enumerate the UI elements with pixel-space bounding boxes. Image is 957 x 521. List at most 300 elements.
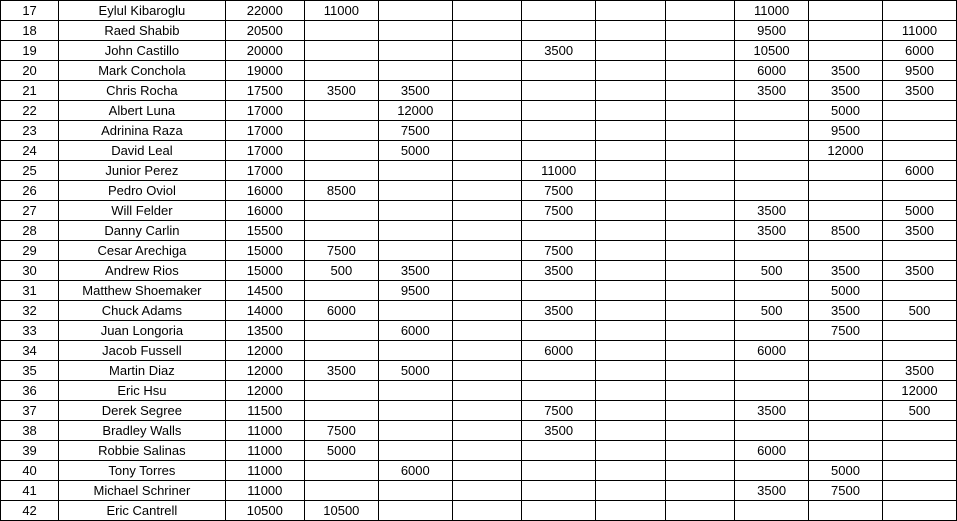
value-cell[interactable] (809, 201, 883, 221)
value-cell[interactable]: 11500 (225, 401, 304, 421)
value-cell[interactable] (378, 201, 452, 221)
value-cell[interactable] (882, 241, 956, 261)
name-cell[interactable]: Jacob Fussell (59, 341, 226, 361)
value-cell[interactable]: 5000 (809, 281, 883, 301)
value-cell[interactable] (596, 21, 666, 41)
value-cell[interactable]: 5000 (304, 441, 378, 461)
value-cell[interactable] (735, 321, 809, 341)
row-number-cell[interactable]: 21 (1, 81, 59, 101)
name-cell[interactable]: Cesar Arechiga (59, 241, 226, 261)
value-cell[interactable] (452, 81, 522, 101)
value-cell[interactable]: 15000 (225, 261, 304, 281)
value-cell[interactable] (596, 381, 666, 401)
value-cell[interactable] (596, 141, 666, 161)
value-cell[interactable]: 3500 (735, 201, 809, 221)
value-cell[interactable] (452, 101, 522, 121)
value-cell[interactable] (596, 281, 666, 301)
value-cell[interactable] (809, 241, 883, 261)
value-cell[interactable]: 7500 (522, 201, 596, 221)
row-number-cell[interactable]: 40 (1, 461, 59, 481)
value-cell[interactable] (378, 161, 452, 181)
value-cell[interactable] (378, 501, 452, 521)
value-cell[interactable] (665, 101, 735, 121)
value-cell[interactable]: 5000 (809, 461, 883, 481)
row-number-cell[interactable]: 27 (1, 201, 59, 221)
value-cell[interactable] (452, 1, 522, 21)
value-cell[interactable]: 12000 (225, 361, 304, 381)
value-cell[interactable] (665, 441, 735, 461)
value-cell[interactable] (304, 41, 378, 61)
value-cell[interactable]: 11000 (225, 421, 304, 441)
name-cell[interactable]: Adrinina Raza (59, 121, 226, 141)
value-cell[interactable] (596, 361, 666, 381)
value-cell[interactable] (665, 241, 735, 261)
value-cell[interactable]: 10500 (304, 501, 378, 521)
value-cell[interactable] (735, 501, 809, 521)
value-cell[interactable] (809, 181, 883, 201)
value-cell[interactable] (522, 1, 596, 21)
value-cell[interactable]: 6000 (304, 301, 378, 321)
value-cell[interactable] (596, 481, 666, 501)
name-cell[interactable]: Tony Torres (59, 461, 226, 481)
name-cell[interactable]: Michael Schriner (59, 481, 226, 501)
value-cell[interactable] (522, 361, 596, 381)
value-cell[interactable] (522, 221, 596, 241)
value-cell[interactable] (596, 121, 666, 141)
value-cell[interactable] (665, 381, 735, 401)
value-cell[interactable] (452, 341, 522, 361)
value-cell[interactable] (665, 281, 735, 301)
value-cell[interactable]: 15000 (225, 241, 304, 261)
value-cell[interactable] (378, 1, 452, 21)
value-cell[interactable] (596, 241, 666, 261)
value-cell[interactable]: 3500 (809, 261, 883, 281)
value-cell[interactable] (378, 221, 452, 241)
value-cell[interactable] (882, 341, 956, 361)
value-cell[interactable] (596, 341, 666, 361)
value-cell[interactable] (665, 81, 735, 101)
value-cell[interactable] (882, 481, 956, 501)
value-cell[interactable] (596, 221, 666, 241)
value-cell[interactable] (452, 501, 522, 521)
value-cell[interactable]: 13500 (225, 321, 304, 341)
value-cell[interactable] (596, 301, 666, 321)
value-cell[interactable] (809, 41, 883, 61)
value-cell[interactable] (665, 501, 735, 521)
value-cell[interactable] (596, 61, 666, 81)
value-cell[interactable] (378, 181, 452, 201)
value-cell[interactable] (304, 141, 378, 161)
value-cell[interactable] (665, 1, 735, 21)
value-cell[interactable]: 17000 (225, 101, 304, 121)
value-cell[interactable] (596, 181, 666, 201)
row-number-cell[interactable]: 28 (1, 221, 59, 241)
value-cell[interactable] (735, 141, 809, 161)
value-cell[interactable] (304, 461, 378, 481)
value-cell[interactable] (735, 101, 809, 121)
name-cell[interactable]: Eylul Kibaroglu (59, 1, 226, 21)
value-cell[interactable]: 3500 (882, 361, 956, 381)
value-cell[interactable] (809, 401, 883, 421)
value-cell[interactable]: 7500 (304, 421, 378, 441)
value-cell[interactable]: 6000 (735, 341, 809, 361)
value-cell[interactable] (452, 321, 522, 341)
value-cell[interactable] (665, 181, 735, 201)
row-number-cell[interactable]: 26 (1, 181, 59, 201)
name-cell[interactable]: Chris Rocha (59, 81, 226, 101)
row-number-cell[interactable]: 37 (1, 401, 59, 421)
value-cell[interactable] (596, 201, 666, 221)
name-cell[interactable]: Andrew Rios (59, 261, 226, 281)
value-cell[interactable]: 3500 (735, 221, 809, 241)
value-cell[interactable] (378, 441, 452, 461)
value-cell[interactable] (809, 381, 883, 401)
value-cell[interactable]: 3500 (882, 81, 956, 101)
name-cell[interactable]: Danny Carlin (59, 221, 226, 241)
value-cell[interactable] (665, 201, 735, 221)
value-cell[interactable] (452, 161, 522, 181)
value-cell[interactable]: 20500 (225, 21, 304, 41)
value-cell[interactable]: 6000 (882, 161, 956, 181)
value-cell[interactable] (452, 421, 522, 441)
value-cell[interactable] (304, 121, 378, 141)
value-cell[interactable]: 7500 (809, 321, 883, 341)
value-cell[interactable]: 11000 (225, 441, 304, 461)
value-cell[interactable] (665, 261, 735, 281)
value-cell[interactable]: 3500 (735, 401, 809, 421)
value-cell[interactable] (304, 61, 378, 81)
name-cell[interactable]: Raed Shabib (59, 21, 226, 41)
value-cell[interactable] (809, 441, 883, 461)
value-cell[interactable] (596, 401, 666, 421)
value-cell[interactable]: 3500 (378, 261, 452, 281)
name-cell[interactable]: Martin Diaz (59, 361, 226, 381)
value-cell[interactable] (735, 181, 809, 201)
value-cell[interactable] (452, 361, 522, 381)
value-cell[interactable]: 12000 (882, 381, 956, 401)
value-cell[interactable] (596, 101, 666, 121)
value-cell[interactable] (665, 341, 735, 361)
value-cell[interactable] (452, 281, 522, 301)
value-cell[interactable]: 3500 (735, 81, 809, 101)
value-cell[interactable]: 500 (735, 261, 809, 281)
value-cell[interactable] (452, 141, 522, 161)
value-cell[interactable] (378, 301, 452, 321)
value-cell[interactable]: 9500 (735, 21, 809, 41)
value-cell[interactable] (378, 41, 452, 61)
value-cell[interactable] (735, 381, 809, 401)
value-cell[interactable] (452, 121, 522, 141)
name-cell[interactable]: Derek Segree (59, 401, 226, 421)
value-cell[interactable] (522, 121, 596, 141)
value-cell[interactable] (596, 261, 666, 281)
value-cell[interactable]: 7500 (522, 401, 596, 421)
value-cell[interactable]: 16000 (225, 201, 304, 221)
value-cell[interactable] (882, 181, 956, 201)
value-cell[interactable] (452, 41, 522, 61)
name-cell[interactable]: Matthew Shoemaker (59, 281, 226, 301)
value-cell[interactable] (665, 221, 735, 241)
value-cell[interactable] (596, 41, 666, 61)
row-number-cell[interactable]: 36 (1, 381, 59, 401)
value-cell[interactable] (304, 481, 378, 501)
value-cell[interactable]: 500 (882, 401, 956, 421)
value-cell[interactable]: 3500 (522, 41, 596, 61)
value-cell[interactable] (304, 161, 378, 181)
value-cell[interactable]: 11000 (304, 1, 378, 21)
value-cell[interactable] (596, 421, 666, 441)
value-cell[interactable] (665, 461, 735, 481)
value-cell[interactable] (452, 201, 522, 221)
value-cell[interactable] (665, 141, 735, 161)
name-cell[interactable]: John Castillo (59, 41, 226, 61)
row-number-cell[interactable]: 31 (1, 281, 59, 301)
value-cell[interactable] (665, 321, 735, 341)
value-cell[interactable]: 9500 (809, 121, 883, 141)
value-cell[interactable] (665, 21, 735, 41)
value-cell[interactable]: 11000 (522, 161, 596, 181)
value-cell[interactable]: 6000 (882, 41, 956, 61)
value-cell[interactable] (735, 241, 809, 261)
value-cell[interactable]: 22000 (225, 1, 304, 21)
name-cell[interactable]: David Leal (59, 141, 226, 161)
value-cell[interactable] (735, 281, 809, 301)
value-cell[interactable]: 6000 (522, 341, 596, 361)
row-number-cell[interactable]: 32 (1, 301, 59, 321)
value-cell[interactable] (452, 181, 522, 201)
row-number-cell[interactable]: 17 (1, 1, 59, 21)
value-cell[interactable] (452, 21, 522, 41)
value-cell[interactable] (304, 101, 378, 121)
value-cell[interactable]: 10500 (735, 41, 809, 61)
value-cell[interactable] (809, 21, 883, 41)
value-cell[interactable]: 7500 (809, 481, 883, 501)
name-cell[interactable]: Albert Luna (59, 101, 226, 121)
value-cell[interactable]: 14500 (225, 281, 304, 301)
value-cell[interactable] (882, 501, 956, 521)
value-cell[interactable] (452, 241, 522, 261)
value-cell[interactable] (665, 61, 735, 81)
value-cell[interactable] (735, 121, 809, 141)
value-cell[interactable] (882, 281, 956, 301)
value-cell[interactable] (452, 261, 522, 281)
row-number-cell[interactable]: 18 (1, 21, 59, 41)
value-cell[interactable] (882, 141, 956, 161)
value-cell[interactable] (304, 281, 378, 301)
value-cell[interactable]: 9500 (378, 281, 452, 301)
value-cell[interactable]: 11000 (225, 481, 304, 501)
value-cell[interactable] (735, 421, 809, 441)
value-cell[interactable] (596, 501, 666, 521)
value-cell[interactable] (452, 461, 522, 481)
value-cell[interactable]: 5000 (378, 141, 452, 161)
row-number-cell[interactable]: 19 (1, 41, 59, 61)
value-cell[interactable] (452, 61, 522, 81)
row-number-cell[interactable]: 33 (1, 321, 59, 341)
value-cell[interactable]: 3500 (378, 81, 452, 101)
value-cell[interactable] (882, 421, 956, 441)
value-cell[interactable] (452, 401, 522, 421)
value-cell[interactable] (304, 321, 378, 341)
value-cell[interactable] (596, 81, 666, 101)
value-cell[interactable] (665, 481, 735, 501)
value-cell[interactable] (522, 81, 596, 101)
value-cell[interactable] (809, 1, 883, 21)
name-cell[interactable]: Juan Longoria (59, 321, 226, 341)
row-number-cell[interactable]: 35 (1, 361, 59, 381)
value-cell[interactable]: 12000 (809, 141, 883, 161)
value-cell[interactable] (882, 101, 956, 121)
value-cell[interactable] (378, 421, 452, 441)
value-cell[interactable]: 5000 (882, 201, 956, 221)
value-cell[interactable]: 11000 (882, 21, 956, 41)
value-cell[interactable] (665, 301, 735, 321)
name-cell[interactable]: Mark Conchola (59, 61, 226, 81)
value-cell[interactable]: 7500 (522, 241, 596, 261)
value-cell[interactable] (596, 1, 666, 21)
row-number-cell[interactable]: 25 (1, 161, 59, 181)
value-cell[interactable]: 15500 (225, 221, 304, 241)
name-cell[interactable]: Robbie Salinas (59, 441, 226, 461)
value-cell[interactable] (304, 21, 378, 41)
value-cell[interactable]: 7500 (522, 181, 596, 201)
value-cell[interactable]: 6000 (735, 441, 809, 461)
row-number-cell[interactable]: 39 (1, 441, 59, 461)
value-cell[interactable] (596, 321, 666, 341)
name-cell[interactable]: Junior Perez (59, 161, 226, 181)
value-cell[interactable] (809, 361, 883, 381)
value-cell[interactable] (882, 321, 956, 341)
value-cell[interactable] (665, 121, 735, 141)
value-cell[interactable] (304, 201, 378, 221)
value-cell[interactable] (809, 161, 883, 181)
value-cell[interactable]: 17500 (225, 81, 304, 101)
value-cell[interactable]: 10500 (225, 501, 304, 521)
value-cell[interactable]: 16000 (225, 181, 304, 201)
value-cell[interactable] (735, 161, 809, 181)
value-cell[interactable] (378, 21, 452, 41)
value-cell[interactable] (378, 381, 452, 401)
name-cell[interactable]: Eric Cantrell (59, 501, 226, 521)
value-cell[interactable] (452, 441, 522, 461)
value-cell[interactable]: 3500 (304, 81, 378, 101)
value-cell[interactable]: 3500 (522, 261, 596, 281)
value-cell[interactable] (665, 361, 735, 381)
value-cell[interactable] (522, 61, 596, 81)
value-cell[interactable] (882, 1, 956, 21)
value-cell[interactable]: 5000 (809, 101, 883, 121)
value-cell[interactable] (809, 421, 883, 441)
value-cell[interactable] (735, 361, 809, 381)
row-number-cell[interactable]: 23 (1, 121, 59, 141)
value-cell[interactable]: 17000 (225, 161, 304, 181)
value-cell[interactable] (522, 101, 596, 121)
value-cell[interactable] (522, 381, 596, 401)
value-cell[interactable]: 3500 (809, 301, 883, 321)
value-cell[interactable] (882, 121, 956, 141)
value-cell[interactable] (378, 341, 452, 361)
row-number-cell[interactable]: 24 (1, 141, 59, 161)
value-cell[interactable]: 500 (882, 301, 956, 321)
value-cell[interactable]: 20000 (225, 41, 304, 61)
value-cell[interactable] (882, 461, 956, 481)
value-cell[interactable]: 7500 (378, 121, 452, 141)
value-cell[interactable] (522, 501, 596, 521)
row-number-cell[interactable]: 29 (1, 241, 59, 261)
value-cell[interactable]: 12000 (225, 381, 304, 401)
value-cell[interactable]: 5000 (378, 361, 452, 381)
value-cell[interactable]: 3500 (522, 301, 596, 321)
value-cell[interactable] (596, 461, 666, 481)
value-cell[interactable]: 8500 (304, 181, 378, 201)
value-cell[interactable] (304, 401, 378, 421)
value-cell[interactable]: 6000 (378, 461, 452, 481)
value-cell[interactable] (304, 221, 378, 241)
value-cell[interactable]: 9500 (882, 61, 956, 81)
value-cell[interactable]: 17000 (225, 121, 304, 141)
value-cell[interactable] (304, 381, 378, 401)
value-cell[interactable]: 17000 (225, 141, 304, 161)
value-cell[interactable]: 3500 (304, 361, 378, 381)
value-cell[interactable] (735, 461, 809, 481)
value-cell[interactable]: 8500 (809, 221, 883, 241)
row-number-cell[interactable]: 20 (1, 61, 59, 81)
value-cell[interactable] (522, 321, 596, 341)
name-cell[interactable]: Will Felder (59, 201, 226, 221)
value-cell[interactable]: 3500 (882, 221, 956, 241)
value-cell[interactable]: 14000 (225, 301, 304, 321)
value-cell[interactable]: 12000 (225, 341, 304, 361)
value-cell[interactable]: 500 (735, 301, 809, 321)
name-cell[interactable]: Pedro Oviol (59, 181, 226, 201)
value-cell[interactable] (596, 441, 666, 461)
value-cell[interactable]: 6000 (735, 61, 809, 81)
value-cell[interactable] (378, 481, 452, 501)
value-cell[interactable] (304, 341, 378, 361)
name-cell[interactable]: Chuck Adams (59, 301, 226, 321)
row-number-cell[interactable]: 34 (1, 341, 59, 361)
value-cell[interactable]: 6000 (378, 321, 452, 341)
value-cell[interactable] (596, 161, 666, 181)
value-cell[interactable] (665, 161, 735, 181)
row-number-cell[interactable]: 30 (1, 261, 59, 281)
value-cell[interactable]: 3500 (809, 81, 883, 101)
value-cell[interactable] (809, 341, 883, 361)
value-cell[interactable]: 7500 (304, 241, 378, 261)
value-cell[interactable] (665, 401, 735, 421)
value-cell[interactable] (522, 141, 596, 161)
value-cell[interactable]: 3500 (735, 481, 809, 501)
value-cell[interactable] (452, 301, 522, 321)
value-cell[interactable]: 500 (304, 261, 378, 281)
name-cell[interactable]: Eric Hsu (59, 381, 226, 401)
value-cell[interactable] (522, 441, 596, 461)
row-number-cell[interactable]: 22 (1, 101, 59, 121)
value-cell[interactable]: 11000 (735, 1, 809, 21)
value-cell[interactable] (522, 461, 596, 481)
value-cell[interactable]: 3500 (809, 61, 883, 81)
value-cell[interactable] (809, 501, 883, 521)
value-cell[interactable]: 3500 (522, 421, 596, 441)
row-number-cell[interactable]: 42 (1, 501, 59, 521)
row-number-cell[interactable]: 41 (1, 481, 59, 501)
value-cell[interactable] (522, 281, 596, 301)
value-cell[interactable] (378, 61, 452, 81)
row-number-cell[interactable]: 38 (1, 421, 59, 441)
value-cell[interactable] (665, 41, 735, 61)
value-cell[interactable] (378, 241, 452, 261)
value-cell[interactable] (452, 481, 522, 501)
